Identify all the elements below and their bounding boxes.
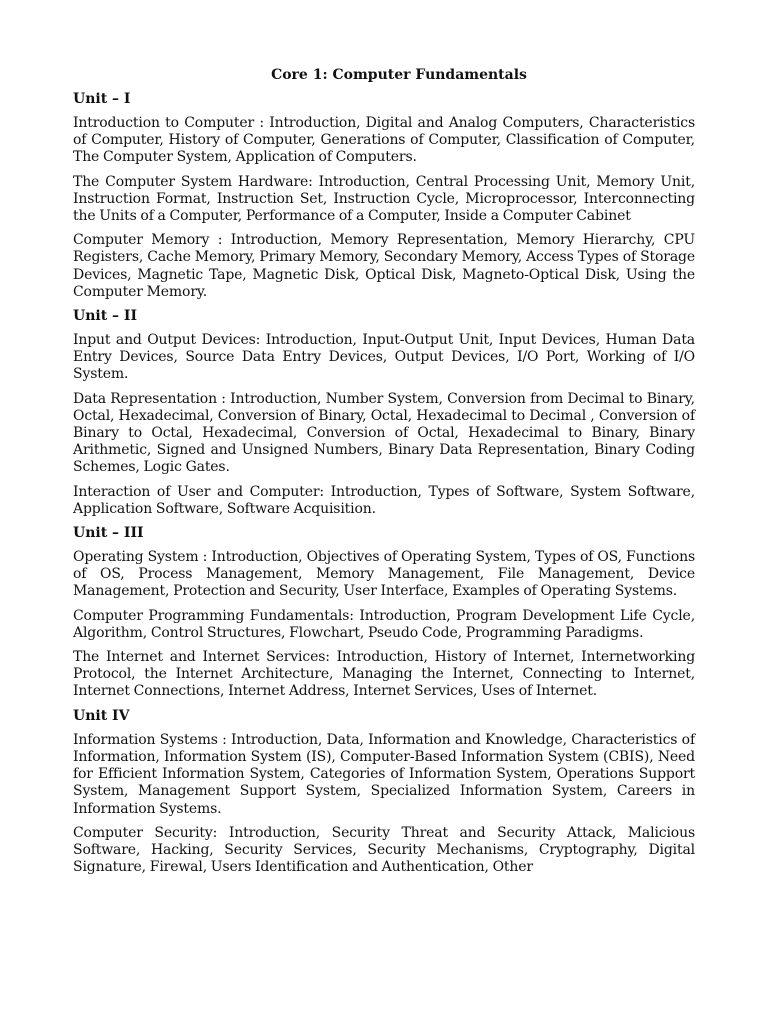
paragraph: Input and Output Devices: Introduction, Input-Output Unit, Input Devices, Human Data Entry Devices, Source Data Entry Devices, Output Devices, I/O Port, Working of I/O System. <box>73 332 695 383</box>
paragraph: Information Systems : Introduction, Data, Information and Knowledge, Characteristics of Information, Information System (IS), Computer-Based Information System (CBIS), Need for Efficient Information System, Categories of Information System, Operations Support System, Management Support System, Specialized Information System, Careers in Information Systems. <box>73 731 695 817</box>
paragraph: Computer Memory : Introduction, Memory Representation, Memory Hierarchy, CPU Registers, Cache Memory, Primary Memory, Secondary Memory, Access Types of Storage Devices, Magnetic Tape, Magnetic Disk, Optical Disk, Magneto-Optical Disk, Using the Computer Memory. <box>73 232 695 300</box>
paragraph: Data Representation : Introduction, Number System, Conversion from Decimal to Binary, Octal, Hexadecimal, Conversion of Binary, Octal, Hexadecimal to Decimal , Conversion of Binary to Octal, Hexadecimal, Conversion of Octal, Hexadecimal to Binary, Binary Arithmetic, Signed and Unsigned Numbers, Binary Data Representation, Binary Coding Schemes, Logic Gates. <box>73 390 695 476</box>
paragraph: Operating System : Introduction, Objectives of Operating System, Types of OS, Functions of OS, Process Management, Memory Management, File Management, Device Management, Protection and Security, User Interface, Examples of Operating Systems. <box>73 549 695 600</box>
paragraph: Computer Programming Fundamentals: Introduction, Program Development Life Cycle, Algorithm, Control Structures, Flowchart, Pseudo Code, Programming Paradigms. <box>73 607 695 641</box>
unit-4-section <box>73 708 695 877</box>
paragraph: Computer Security: Introduction, Security Threat and Security Attack, Malicious Software, Hacking, Security Services, Security Mechanisms, Cryptography, Digital Signature, Firewal, Users Identification and Authentication, Other <box>73 824 695 876</box>
paragraph: Introduction to Computer : Introduction, Digital and Analog Computers, Characteristics of Computer, History of Computer, Generations of Computer, Classification of Computer, The Computer System, Application of Computers. <box>73 115 695 166</box>
unit-3-section <box>73 525 695 701</box>
paragraph: Interaction of User and Computer: Introduction, Types of Software, System Software, Application Software, Software Acquisition. <box>73 483 695 517</box>
unit-heading: Unit – II <box>73 308 138 325</box>
unit-heading: Unit – I <box>73 91 131 107</box>
paragraph: The Computer System Hardware: Introduction, Central Processing Unit, Memory Unit, Instruction Format, Instruction Set, Instruction Cycle, Microprocessor, Interconnecting the Units of a Computer, Performance of a Computer, Inside a Computer Cabinet <box>73 173 695 225</box>
document-page <box>73 66 695 883</box>
document-title: Core 1: Computer Fundamentals <box>271 67 527 83</box>
paragraph: The Internet and Internet Services: Introduction, History of Internet, Internetworking Protocol, the Internet Architecture, Managing the Internet, Connecting to Internet, Internet Connections, Internet Address, Internet Services, Uses of Internet. <box>73 649 695 700</box>
unit-2-section <box>73 308 695 518</box>
unit-1-section <box>73 91 695 301</box>
unit-heading: Unit IV <box>73 707 130 724</box>
unit-heading: Unit – III <box>73 525 144 542</box>
